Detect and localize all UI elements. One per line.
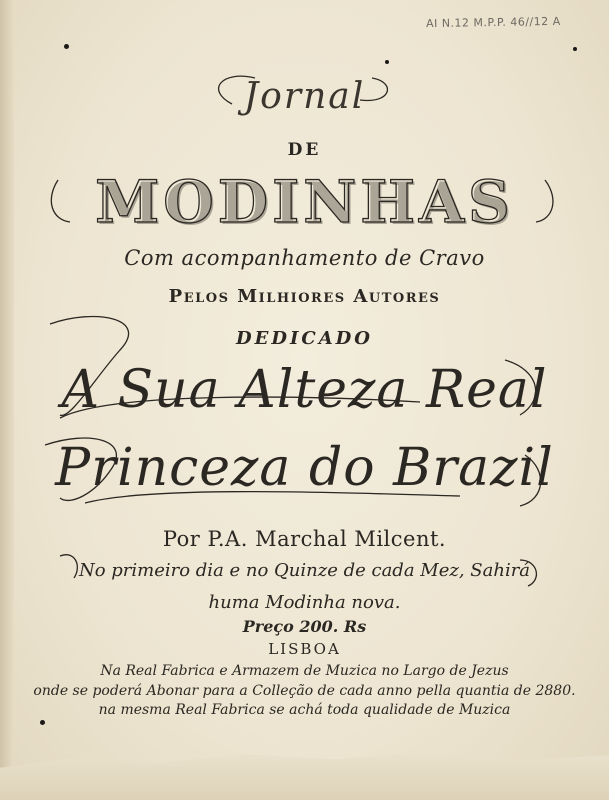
dedication-line-2: Princeza do Brazil <box>55 438 554 498</box>
ink-speck <box>573 47 577 51</box>
price: Preço 200. Rs <box>242 617 367 636</box>
title-modinhas: MODINHAS <box>95 168 514 236</box>
subtitle-acompanhamento: Com acompanhamento de Cravo <box>124 246 485 270</box>
author-credit: Por P.A. Marchal Milcent. <box>162 527 447 551</box>
dedication-label: DEDICADO <box>236 328 373 349</box>
publication-schedule-line-2: huma Modinha nova. <box>208 592 401 613</box>
publication-schedule-line-1: No primeiro dia e no Quinze de cada Mez, Sahirá <box>78 560 531 581</box>
imprint-line-2: onde se poderá Abonar para a Colleção de cada anno pella quantia de 2880. <box>33 683 576 699</box>
imprint-line-1: Na Real Fabrica e Armazem de Muzica no Largo de Jezus <box>100 663 509 679</box>
ink-speck <box>40 720 45 725</box>
subtitle-autores: Pelos Milhiores Autores <box>168 286 441 307</box>
ink-speck <box>64 44 69 49</box>
dedication-line-1: A Sua Alteza Real <box>61 360 548 420</box>
catalog-number: AI N.12 M.P.P. 46//12 A <box>425 14 561 31</box>
ink-speck <box>385 60 389 64</box>
title-jornal: Jornal <box>243 76 366 117</box>
imprint-line-3: na mesma Real Fabrica se achá toda qualidade de Muzica <box>98 702 511 718</box>
city: LISBOA <box>268 640 341 658</box>
torn-bottom-edge <box>0 748 609 800</box>
title-de: DE <box>287 140 322 160</box>
